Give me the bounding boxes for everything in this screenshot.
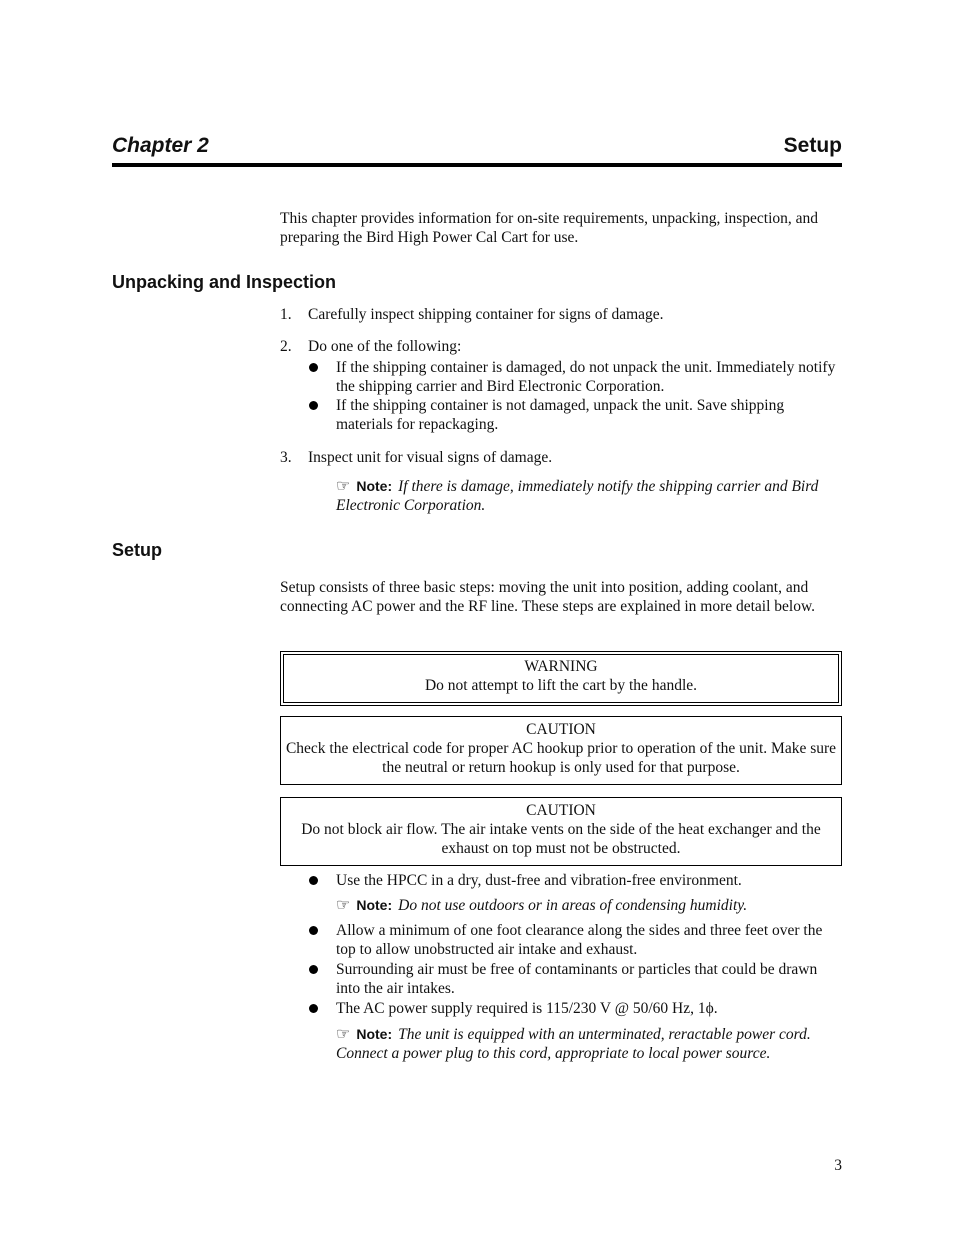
bullet-icon — [309, 363, 318, 372]
pointing-hand-icon: ☞ — [336, 478, 351, 495]
caution-text: Check the electrical code for proper AC hookup prior to operation of the unit. Make sure the neutral or return hookup is only used for that purpose. — [285, 740, 837, 776]
bullet-icon — [309, 965, 318, 974]
note-label: Note: — [356, 478, 393, 494]
chapter-header — [112, 134, 842, 160]
chapter-label: Chapter 2 — [112, 134, 209, 157]
bullet-text: If the shipping container is damaged, do not unpack the unit. Immediately notify the shipping carrier and Bird Electronic Corporation. — [336, 359, 836, 395]
caution-box — [280, 716, 842, 785]
page-number: 3 — [834, 1157, 842, 1174]
note-text: Do not use outdoors or in areas of condensing humidity. — [398, 897, 748, 914]
warning-text: Do not attempt to lift the cart by the handle. — [424, 677, 698, 694]
bullet-icon — [309, 876, 318, 885]
warning-title: WARNING — [524, 658, 598, 675]
bullet-text: Allow a minimum of one foot clearance along the sides and three feet over the top to allow unobstructed air intake and exhaust. — [336, 922, 823, 958]
bullet-icon — [309, 1004, 318, 1013]
section-heading-setup: Setup — [112, 540, 163, 560]
step-number: 2. — [280, 338, 292, 355]
note-label: Note: — [356, 897, 393, 913]
caution-text: Do not block air flow. The air intake vents on the side of the heat exchanger and the exhaust on top must not be obstructed. — [301, 821, 821, 857]
note — [336, 1025, 842, 1063]
note-text: If there is damage, immediately notify the shipping carrier and Bird Electronic Corporation. — [336, 478, 819, 514]
header-rule — [112, 163, 842, 167]
setup-intro-paragraph: Setup consists of three basic steps: moving the unit into position, adding coolant, and connecting AC power and the RF line. These steps are explained in more detail below. — [280, 579, 816, 615]
note-label: Note: — [356, 1026, 393, 1042]
caution-box — [280, 797, 842, 866]
bullet-text: The AC power supply required is 115/230 V @ 50/60 Hz, 1ϕ. — [336, 1000, 718, 1017]
section-heading-unpacking: Unpacking and Inspection — [112, 272, 337, 292]
caution-title: CAUTION — [526, 802, 596, 819]
bullet-icon — [309, 926, 318, 935]
note-text: The unit is equipped with an unterminated, reractable power cord. Connect a power plug to this cord, appropriate to local power source. — [336, 1026, 811, 1062]
bullet-text: If the shipping container is not damaged, unpack the unit. Save shipping materials for repackaging. — [336, 397, 785, 433]
step-number: 1. — [280, 306, 292, 323]
intro-paragraph: This chapter provides information for on-site requirements, unpacking, inspection, and preparing the Bird High Power Cal Cart for use. — [280, 210, 819, 246]
warning-box — [280, 651, 842, 706]
step-text: Carefully inspect shipping container for signs of damage. — [308, 306, 664, 323]
step-text: Inspect unit for visual signs of damage. — [308, 449, 553, 466]
caution-title: CAUTION — [526, 721, 596, 738]
step-text: Do one of the following: — [308, 338, 462, 355]
note — [336, 896, 842, 915]
bullet-icon — [309, 401, 318, 410]
bullet-text: Surrounding air must be free of contaminants or particles that could be drawn into the air intakes. — [336, 961, 818, 997]
step-number: 3. — [280, 449, 292, 466]
note — [336, 477, 842, 515]
pointing-hand-icon: ☞ — [336, 897, 351, 914]
pointing-hand-icon: ☞ — [336, 1026, 351, 1043]
bullet-text: Use the HPCC in a dry, dust-free and vibration-free environment. — [336, 872, 742, 889]
chapter-title: Setup — [783, 134, 842, 157]
